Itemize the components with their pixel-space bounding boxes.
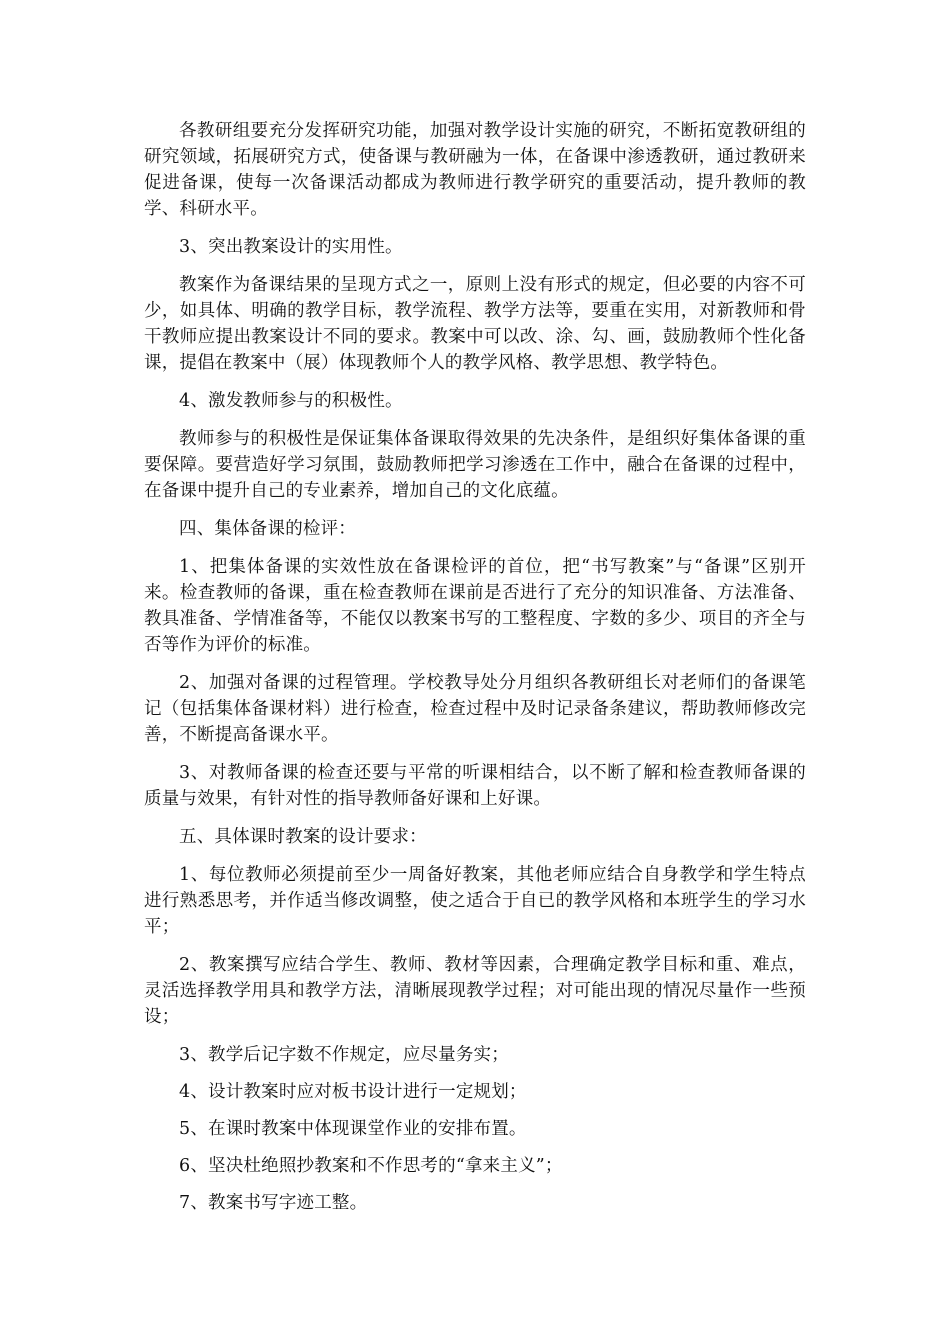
paragraph-requirement-4: 4、设计教案时应对板书设计进行一定规划； [179,1082,527,1102]
document-body [144,118,806,1227]
paragraph-lesson-plan-form: 教案作为备课结果的呈现方式之一，原则上没有形式的规定，但必要的内容不可少，如具体、明确的教学目标，教学流程、教学方法等，要重在实用，对新教师和骨干教师应提出教案设计不同的要求。教案中可以改、涂、勾、画，鼓励教师个性化备课，提倡在教案中（展）体现教师个人的教学风格、教学思想、教学特色。 [144,275,806,373]
paragraph-evaluation-item-2: 2、加强对备课的过程管理。学校教导处分月组织各教研组长对老师们的备课笔记（包括集体备课材料）进行检查，检查过程中及时记录备条建议，帮助教师修改完善，不断提高备课水平。 [144,673,806,745]
section-heading-design-requirements: 五、具体课时教案的设计要求： [179,827,427,847]
section-heading-evaluation: 四、集体备课的检评： [179,519,356,539]
paragraph-requirement-7: 7、教案书写字迹工整。 [179,1193,368,1213]
paragraph-research-function: 各教研组要充分发挥研究功能，加强对教学设计实施的研究，不断拓宽教研组的研究领域，拓展研究方式，使备课与教研融为一体，在备课中渗透教研，通过教研来促进备课，使每一次备课活动都成为教师进行教学研究的重要活动，提升教师的教学、科研水平。 [144,121,806,219]
paragraph-evaluation-item-3: 3、对教师备课的检查还要与平常的听课相结合，以不断了解和检查教师备课的质量与效果，有针对性的指导教师备好课和上好课。 [144,763,806,809]
heading-practicality: 3、突出教案设计的实用性。 [179,237,403,257]
paragraph-teacher-participation: 教师参与的积极性是保证集体备课取得效果的先决条件，是组织好集体备课的重要保障。要营造好学习氛围，鼓励教师把学习渗透在工作中，融合在备课的过程中，在备课中提升自己的专业素养，增加自己的文化底蕴。 [144,429,806,501]
paragraph-evaluation-item-1: 1、把集体备课的实效性放在备课检评的首位，把“书写教案”与“备课”区别开来。检查教师的备课，重在检查教师在课前是否进行了充分的知识准备、方法准备、教具准备、学情准备等，不能仅以教案书写的工整程度、字数的多少、项目的齐全与否等作为评价的标准。 [144,557,806,655]
paragraph-requirement-1: 1、每位教师必须提前至少一周备好教案，其他老师应结合自身教学和学生特点进行熟悉思考，并作适当修改调整，使之适合于自已的教学风格和本班学生的学习水平； [144,865,806,937]
paragraph-requirement-2: 2、教案撰写应结合学生、教师、教材等因素，合理确定教学目标和重、难点，灵活选择教学用具和教学方法，清晰展现教学过程；对可能出现的情况尽量作一些预设； [144,955,806,1027]
heading-enthusiasm: 4、激发教师参与的积极性。 [179,391,403,411]
paragraph-requirement-3: 3、教学后记字数不作规定，应尽量务实； [179,1045,509,1065]
paragraph-requirement-5: 5、在课时教案中体现课堂作业的安排布置。 [179,1119,527,1139]
paragraph-requirement-6: 6、坚决杜绝照抄教案和不作思考的“拿来主义”； [179,1156,563,1176]
